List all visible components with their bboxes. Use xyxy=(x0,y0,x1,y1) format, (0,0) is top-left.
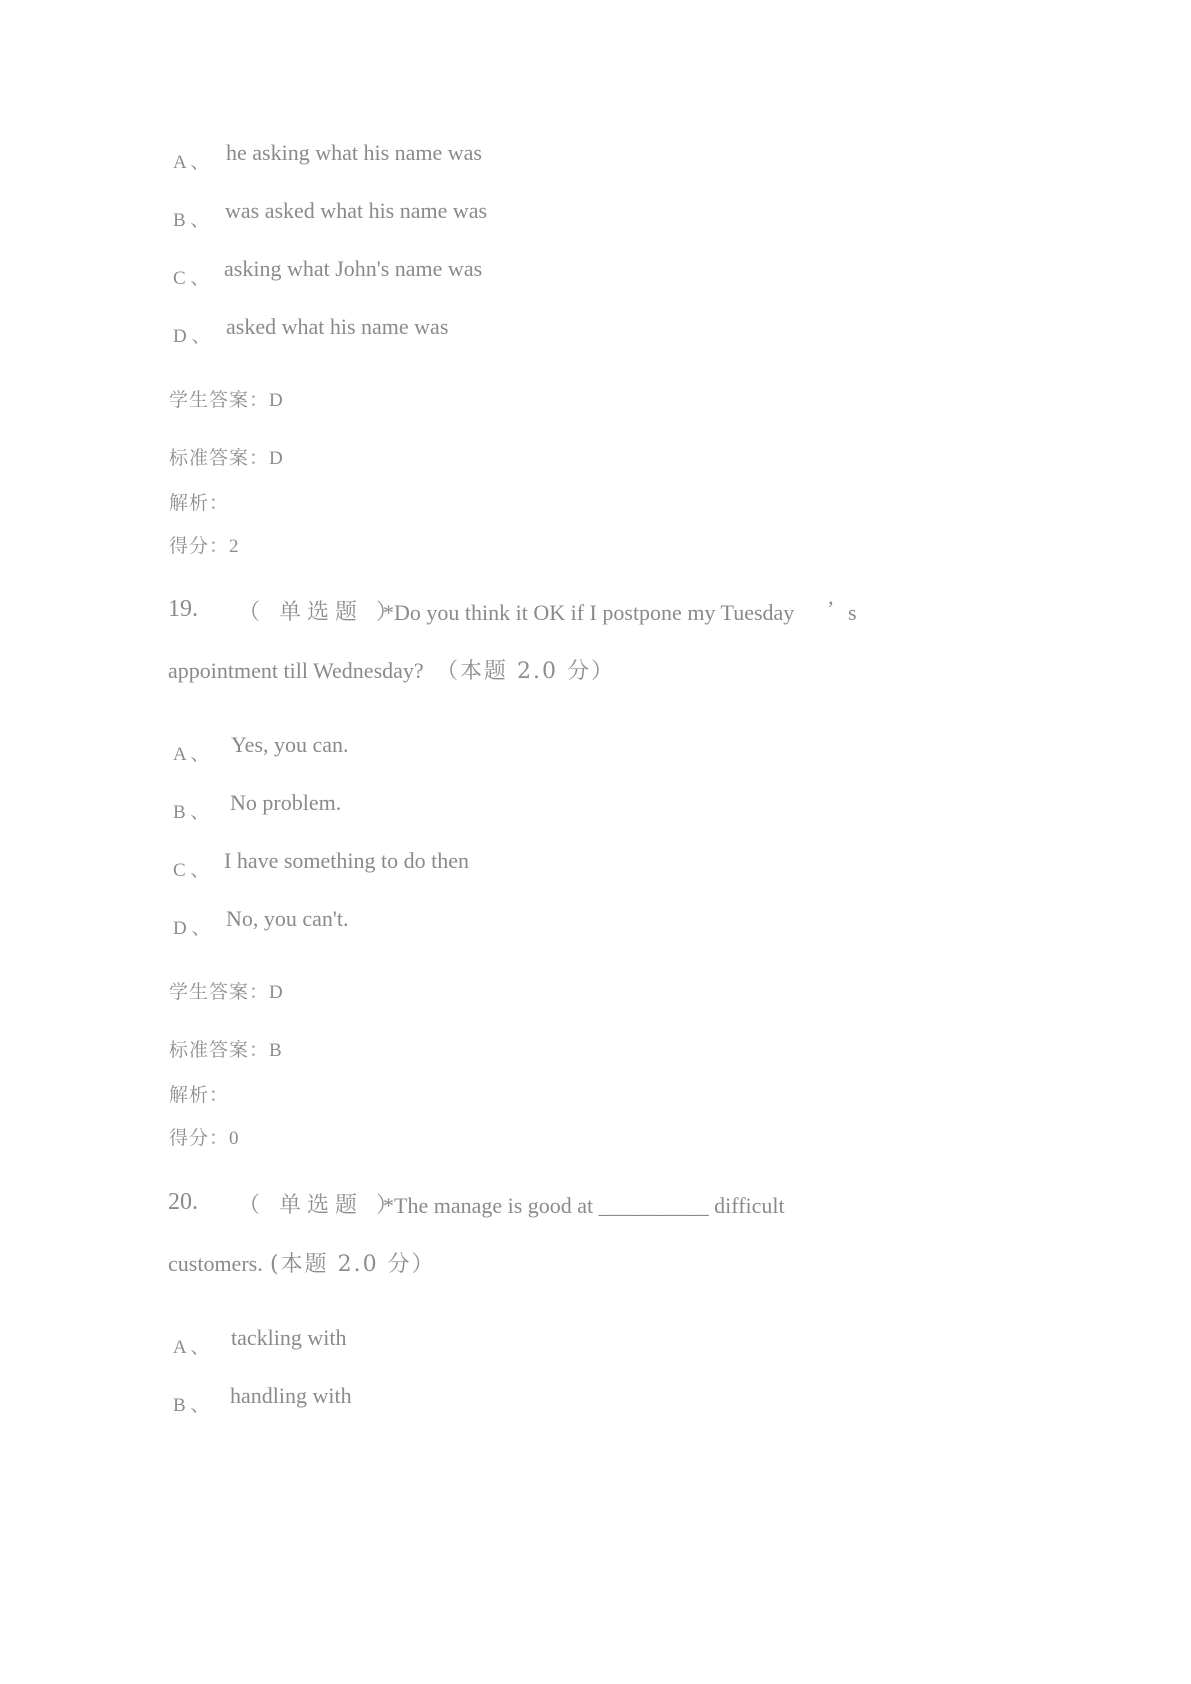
q20-option-a-letter: A 、 xyxy=(173,1337,210,1358)
q20-question-line2: customers. xyxy=(168,1251,263,1276)
standard-answer-value: D xyxy=(269,448,283,469)
q18-option-d-letter: D 、 xyxy=(173,326,211,347)
q18-student-answer xyxy=(169,385,283,412)
student-answer-label: 学生答案： xyxy=(169,389,270,411)
analysis-label: 解析： xyxy=(169,492,230,514)
standard-answer-value: B xyxy=(269,1040,282,1061)
q20-points: (本题 2.0 分） xyxy=(270,1252,436,1277)
q20-type: （ 单选题 ） xyxy=(238,1193,404,1218)
q19-option-d-letter: D 、 xyxy=(173,918,211,939)
score-label: 得分： xyxy=(169,535,230,557)
q18-option-a-text: he asking what his name was xyxy=(226,140,482,165)
student-answer-label: 学生答案： xyxy=(169,981,270,1003)
q19-option-b-text: No problem. xyxy=(230,790,342,815)
standard-answer-label: 标准答案： xyxy=(169,447,270,469)
q19-apostrophe: ’ xyxy=(827,596,835,621)
q19-standard-answer xyxy=(169,1035,282,1062)
q19-question-line1: *Do you think it OK if I postpone my Tuesday xyxy=(383,600,795,625)
q19-option-c-letter: C 、 xyxy=(173,860,210,881)
q18-standard-answer xyxy=(169,443,283,470)
q19-student-answer xyxy=(169,977,283,1004)
score-value: 0 xyxy=(229,1128,239,1149)
q18-score xyxy=(169,531,239,558)
score-label: 得分： xyxy=(169,1127,230,1149)
q18-option-c-text: asking what John's name was xyxy=(224,256,483,281)
q19-type: （ 单选题 ） xyxy=(238,600,404,625)
q18-analysis xyxy=(169,488,229,515)
q18-option-b-text: was asked what his name was xyxy=(225,198,488,223)
q19-analysis xyxy=(169,1080,229,1107)
q19-number: 19. xyxy=(168,596,198,622)
student-answer-value: D xyxy=(269,390,283,411)
q19-score xyxy=(169,1123,239,1150)
q18-option-d-text: asked what his name was xyxy=(226,314,449,339)
analysis-label: 解析： xyxy=(169,1084,230,1106)
q19-option-c-text: I have something to do then xyxy=(224,848,470,873)
q18-option-a-letter: A 、 xyxy=(173,152,210,173)
score-value: 2 xyxy=(229,536,239,557)
q19-option-d-text: No, you can't. xyxy=(226,906,349,931)
q20-option-a-text: tackling with xyxy=(231,1325,347,1350)
q19-option-a-text: Yes, you can. xyxy=(231,732,349,757)
q18-option-b-letter: B 、 xyxy=(173,210,210,231)
q19-option-b-letter: B 、 xyxy=(173,802,210,823)
q20-number: 20. xyxy=(168,1189,198,1215)
q19-question-line1-end: s xyxy=(848,600,857,625)
q19-points: （本题 2.0 分） xyxy=(436,659,615,684)
q20-option-b-text: handling with xyxy=(230,1383,352,1408)
q20-option-b-letter: B 、 xyxy=(173,1395,210,1416)
standard-answer-label: 标准答案： xyxy=(169,1039,270,1061)
q18-option-c-letter: C 、 xyxy=(173,268,210,289)
q19-question-line2: appointment till Wednesday? xyxy=(168,658,424,683)
student-answer-value: D xyxy=(269,982,283,1003)
q19-option-a-letter: A 、 xyxy=(173,744,210,765)
q20-question-line1: *The manage is good at __________ difficult xyxy=(383,1193,785,1218)
